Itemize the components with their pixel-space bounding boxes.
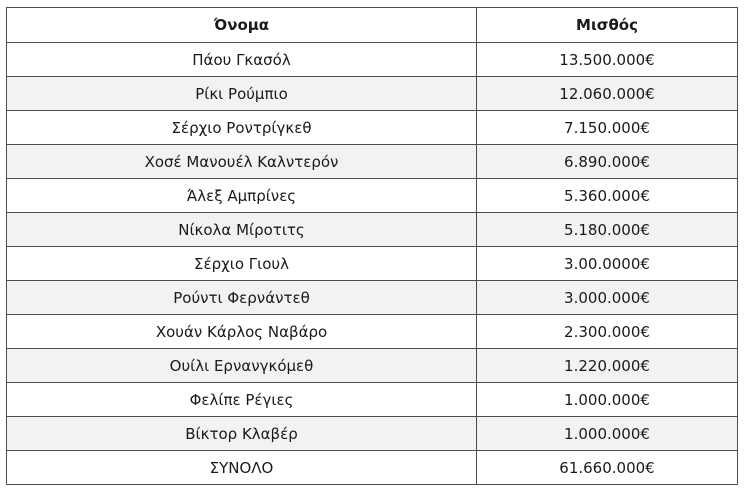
player-salary: 3.00.0000€ (477, 247, 738, 281)
total-row (7, 451, 738, 485)
table-row (7, 213, 738, 247)
player-salary: 12.060.000€ (477, 77, 738, 111)
player-name: Άλεξ Αμπρίνες (7, 179, 477, 213)
player-salary: 13.500.000€ (477, 43, 738, 77)
player-salary: 5.360.000€ (477, 179, 738, 213)
player-salary: 5.180.000€ (477, 213, 738, 247)
table-row (7, 145, 738, 179)
table-row (7, 77, 738, 111)
player-salary: 1.000.000€ (477, 417, 738, 451)
player-salary: 7.150.000€ (477, 111, 738, 145)
player-salary: 2.300.000€ (477, 315, 738, 349)
player-name: Χουάν Κάρλος Ναβάρο (7, 315, 477, 349)
player-name: Βίκτορ Κλαβέρ (7, 417, 477, 451)
table-row (7, 247, 738, 281)
salary-table (6, 7, 738, 485)
header-salary: Μισθός (477, 8, 738, 43)
player-name: Πάου Γκασόλ (7, 43, 477, 77)
salary-table-container (6, 7, 737, 485)
player-name: Ουίλι Ερνανγκόμεθ (7, 349, 477, 383)
table-row (7, 383, 738, 417)
total-salary: 61.660.000€ (477, 451, 738, 485)
player-salary: 3.000.000€ (477, 281, 738, 315)
player-salary: 1.220.000€ (477, 349, 738, 383)
player-salary: 1.000.000€ (477, 383, 738, 417)
header-name: Όνομα (7, 8, 477, 43)
player-name: Χοσέ Μανουέλ Καλντερόν (7, 145, 477, 179)
player-name: Νίκολα Μίροτιτς (7, 213, 477, 247)
table-row (7, 315, 738, 349)
player-salary: 6.890.000€ (477, 145, 738, 179)
player-name: Ρούντι Φερνάντεθ (7, 281, 477, 315)
player-name: Φελίπε Ρέγιες (7, 383, 477, 417)
player-name: Σέρχιο Γιουλ (7, 247, 477, 281)
player-name: Σέρχιο Ροντρίγκεθ (7, 111, 477, 145)
header-row (7, 8, 738, 43)
table-row (7, 281, 738, 315)
total-label: ΣΥΝΟΛΟ (7, 451, 477, 485)
table-row (7, 43, 738, 77)
table-row (7, 417, 738, 451)
table-row (7, 179, 738, 213)
table-row (7, 349, 738, 383)
table-row (7, 111, 738, 145)
player-name: Ρίκι Ρούμπιο (7, 77, 477, 111)
